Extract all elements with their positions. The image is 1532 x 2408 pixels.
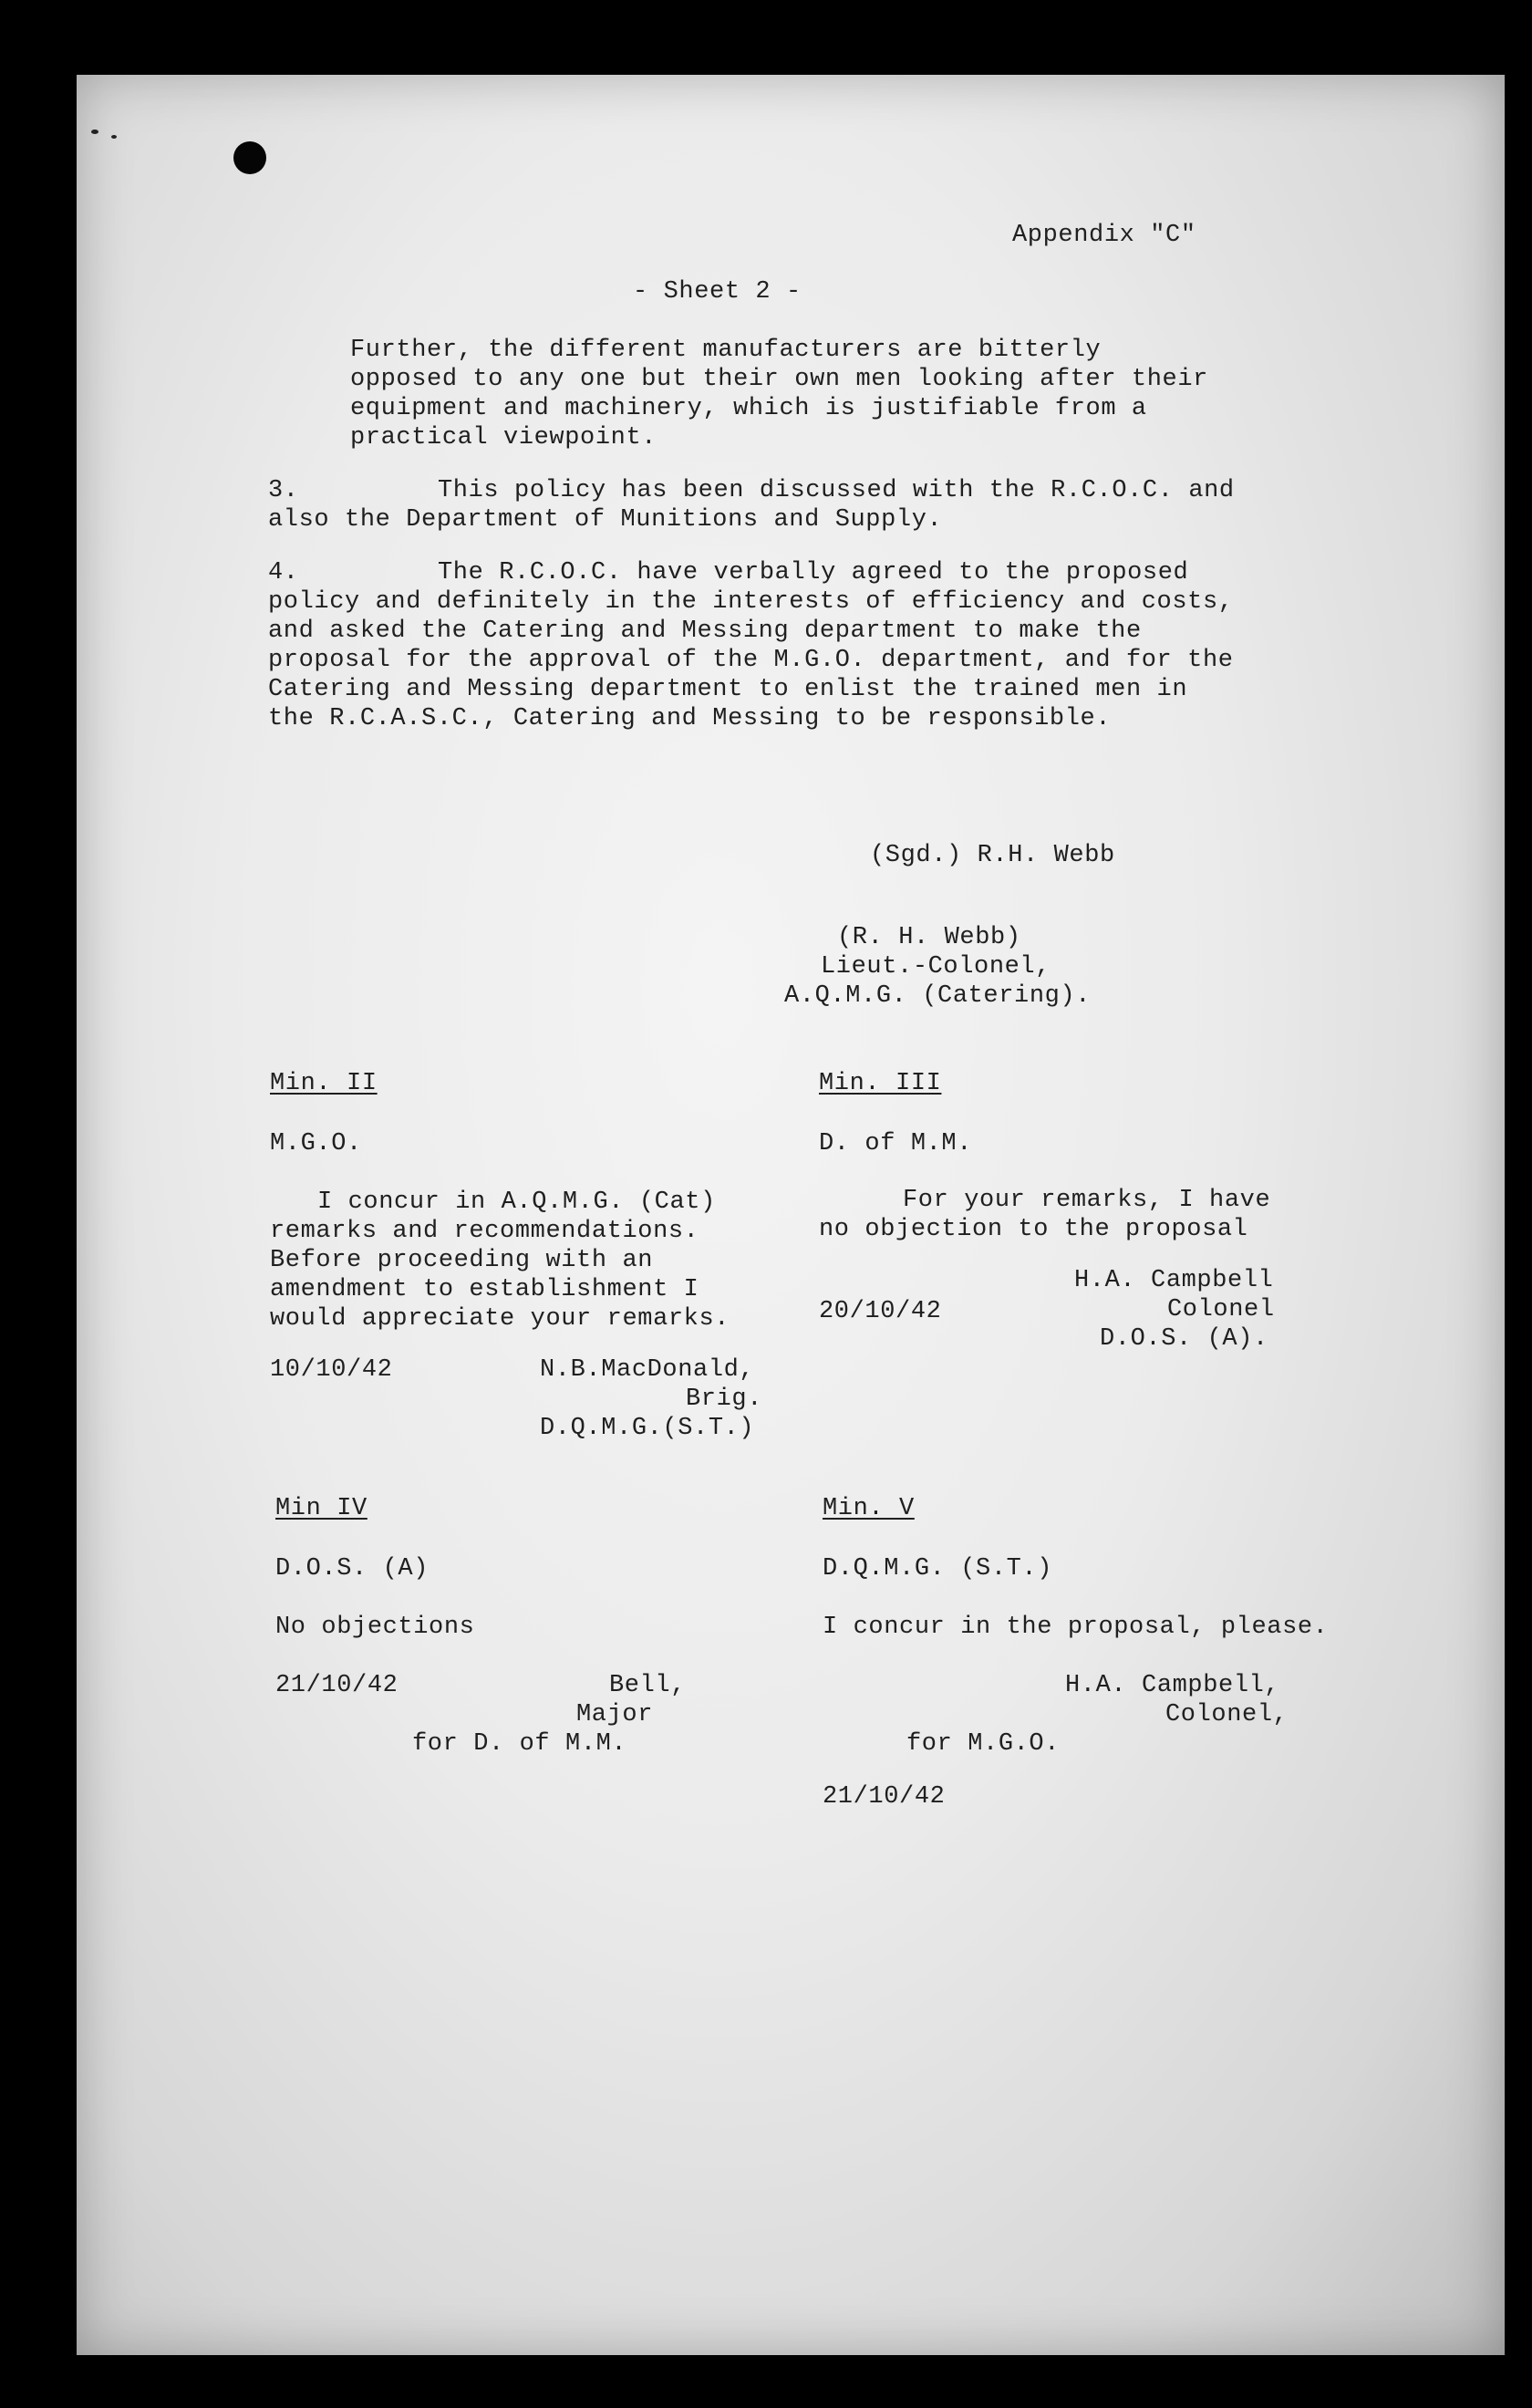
paragraph-line: also the Department of Munitions and Supply.	[268, 506, 943, 534]
paragraph-line: equipment and machinery, which is justifiable from a	[350, 395, 1147, 422]
punch-hole	[233, 141, 266, 174]
minute-signature: Colonel	[1167, 1296, 1275, 1323]
minute-line: I concur in A.Q.M.G. (Cat)	[317, 1188, 716, 1216]
paragraph-line: This policy has been discussed with the R.C.O.C. and	[438, 477, 1235, 504]
minute-line: no objection to the proposal	[819, 1216, 1248, 1243]
minute-text: I concur in the proposal, please.	[823, 1614, 1329, 1641]
paragraph-line: Further, the different manufacturers are bitterly	[350, 337, 1102, 364]
minute-date: 21/10/42	[275, 1672, 399, 1699]
minute-date: 21/10/42	[823, 1783, 946, 1811]
sheet-number: - Sheet 2 -	[633, 278, 802, 306]
signatory-rank: Lieut.-Colonel,	[821, 953, 1051, 981]
minute-signature: Brig.	[686, 1386, 763, 1413]
paragraph-line: opposed to any one but their own men looking after their	[350, 366, 1208, 393]
minute-signature: for D. of M.M.	[412, 1730, 627, 1758]
minute-signature: N.B.MacDonald,	[540, 1356, 755, 1384]
minute-line: would appreciate your remarks.	[270, 1305, 730, 1333]
paragraph-number: 4.	[268, 559, 299, 586]
minute-addressee: D.O.S. (A)	[275, 1555, 430, 1583]
minute-line: For your remarks, I have	[903, 1187, 1271, 1214]
paragraph-line: The R.C.O.C. have verbally agreed to the proposed	[438, 559, 1189, 586]
paragraph-line: practical viewpoint.	[350, 424, 657, 452]
minute-heading: Min. III	[819, 1070, 942, 1097]
minute-addressee: D.Q.M.G. (S.T.)	[823, 1555, 1053, 1583]
document-page	[77, 75, 1505, 2355]
minute-signature: D.O.S. (A).	[1100, 1325, 1268, 1353]
minute-heading: Min. II	[270, 1070, 378, 1097]
signatory-name: (R. H. Webb)	[837, 924, 1021, 951]
minute-text: No objections	[275, 1614, 475, 1641]
minute-line: remarks and recommendations.	[270, 1218, 699, 1245]
minute-date: 10/10/42	[270, 1356, 393, 1384]
minute-addressee: M.G.O.	[270, 1130, 362, 1157]
signatory-title: A.Q.M.G. (Catering).	[784, 982, 1092, 1010]
minute-signature: Major	[576, 1701, 654, 1728]
minute-signature: Bell,	[609, 1672, 687, 1699]
paragraph-line: the R.C.A.S.C., Catering and Messing to be responsible.	[268, 705, 1112, 732]
paper-speck	[91, 130, 98, 134]
paragraph-line: and asked the Catering and Messing department to make the	[268, 618, 1142, 645]
signed-line: (Sgd.) R.H. Webb	[870, 842, 1115, 869]
paragraph-line: proposal for the approval of the M.G.O. department, and for the	[268, 647, 1234, 674]
minute-line: amendment to establishment I	[270, 1276, 699, 1303]
paragraph-line: Catering and Messing department to enlist the trained men in	[268, 676, 1188, 703]
minute-date: 20/10/42	[819, 1298, 942, 1325]
paragraph-line: policy and definitely in the interests of efficiency and costs,	[268, 588, 1234, 616]
appendix-label: Appendix "C"	[1012, 222, 1196, 249]
minute-signature: Colonel,	[1165, 1701, 1289, 1728]
minute-addressee: D. of M.M.	[819, 1130, 973, 1157]
paragraph-number: 3.	[268, 477, 299, 504]
paper-speck	[111, 135, 117, 139]
minute-line: Before proceeding with an	[270, 1247, 654, 1274]
minute-heading: Min IV	[275, 1495, 367, 1522]
minute-signature: H.A. Campbell,	[1065, 1672, 1280, 1699]
minute-heading: Min. V	[823, 1495, 915, 1522]
minute-signature: H.A. Campbell	[1074, 1267, 1274, 1294]
minute-signature: for M.G.O.	[906, 1730, 1061, 1758]
minute-signature: D.Q.M.G.(S.T.)	[540, 1415, 755, 1442]
